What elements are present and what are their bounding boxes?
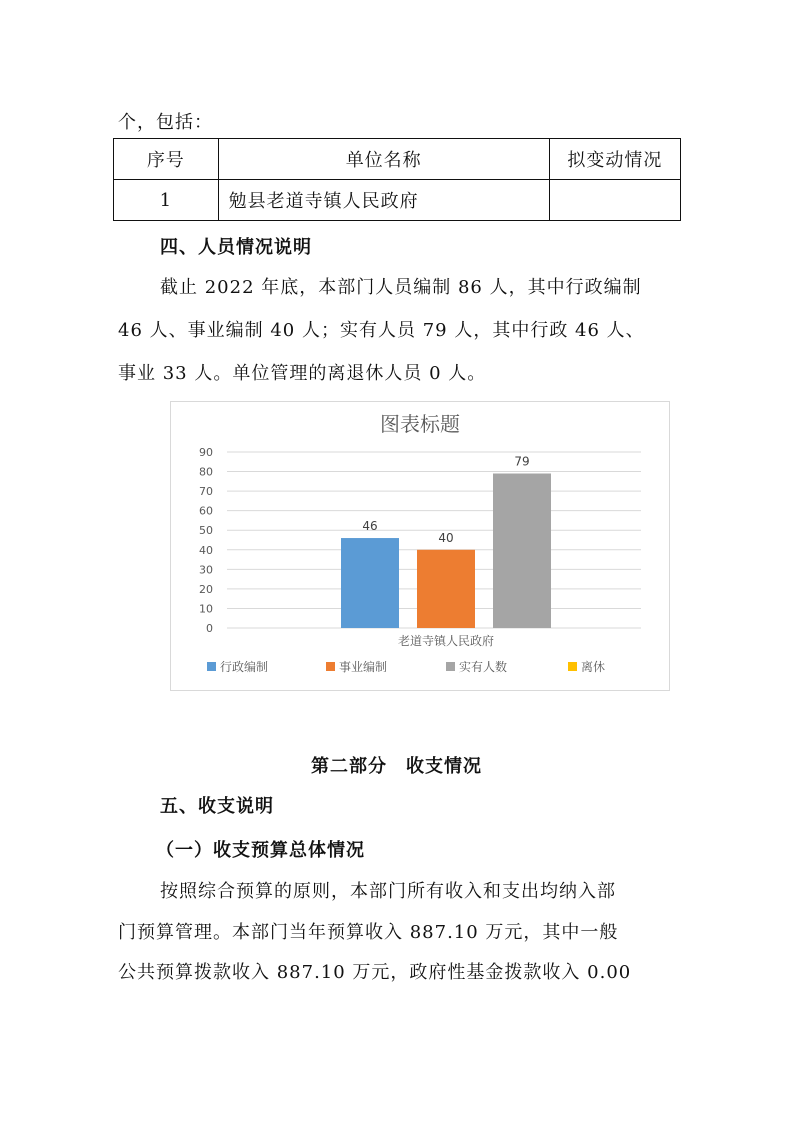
y-tick-label: 10 bbox=[199, 602, 213, 616]
paragraph-line-3: 事业 33 人。单位管理的离退休人员 0 人。 bbox=[118, 363, 487, 384]
data-label: 46 bbox=[362, 519, 378, 534]
part2-heading: 第二部分 收支情况 bbox=[311, 756, 482, 777]
y-tick-label: 60 bbox=[199, 504, 213, 518]
y-tick-label: 50 bbox=[199, 524, 213, 538]
section4-heading: 四、人员情况说明 bbox=[160, 237, 312, 258]
y-tick-label: 30 bbox=[199, 563, 213, 577]
header-change: 拟变动情况 bbox=[549, 139, 680, 180]
y-tick-label: 70 bbox=[199, 485, 213, 499]
paragraph-line-1: 截止 2022 年底，本部门人员编制 86 人，其中行政编制 bbox=[160, 277, 642, 298]
cell-change bbox=[549, 180, 680, 221]
chart-svg bbox=[171, 402, 669, 690]
legend-label: 离休 bbox=[581, 660, 606, 674]
y-tick-label: 0 bbox=[206, 622, 213, 635]
legend-swatch bbox=[326, 662, 335, 671]
data-label: 40 bbox=[438, 530, 454, 545]
paragraph2-line-2: 门预算管理。本部门当年预算收入 887.10 万元，其中一般 bbox=[118, 922, 619, 943]
bar-2 bbox=[417, 550, 475, 628]
data-label: 79 bbox=[514, 454, 530, 469]
unit-table bbox=[113, 138, 681, 221]
table-row bbox=[114, 180, 681, 221]
y-tick-label: 40 bbox=[199, 543, 213, 557]
header-serial: 序号 bbox=[114, 139, 219, 180]
x-category-label: 老道寺镇人民政府 bbox=[397, 634, 495, 648]
cell-unit-name: 勉县老道寺镇人民政府 bbox=[218, 180, 549, 221]
legend-label: 行政编制 bbox=[220, 660, 269, 674]
chart-title: 图表标题 bbox=[380, 412, 460, 436]
paragraph2-line-3: 公共预算拨款收入 887.10 万元，政府性基金拨款收入 0.00 bbox=[118, 962, 632, 983]
legend-swatch bbox=[568, 662, 577, 671]
legend-swatch bbox=[446, 662, 455, 671]
section5-heading: 五、收支说明 bbox=[160, 796, 274, 817]
table-header-row bbox=[114, 139, 681, 180]
bar-1 bbox=[341, 538, 399, 628]
legend-swatch bbox=[207, 662, 216, 671]
staff-chart bbox=[170, 401, 670, 691]
y-tick-label: 90 bbox=[199, 446, 213, 459]
bar-3 bbox=[493, 474, 551, 628]
y-tick-label: 20 bbox=[199, 582, 213, 596]
legend-label: 事业编制 bbox=[339, 660, 388, 674]
cell-serial: 1 bbox=[114, 180, 219, 221]
y-tick-label: 80 bbox=[199, 465, 213, 479]
header-unit-name: 单位名称 bbox=[218, 139, 549, 180]
legend-label: 实有人数 bbox=[459, 660, 508, 674]
paragraph-line-2: 46 人、事业编制 40 人；实有人员 79 人，其中行政 46 人、 bbox=[118, 320, 645, 341]
intro-line: 个，包括： bbox=[118, 112, 213, 133]
paragraph2-line-1: 按照综合预算的原则，本部门所有收入和支出均纳入部 bbox=[160, 881, 616, 902]
subsection-heading: （一）收支预算总体情况 bbox=[156, 840, 365, 861]
